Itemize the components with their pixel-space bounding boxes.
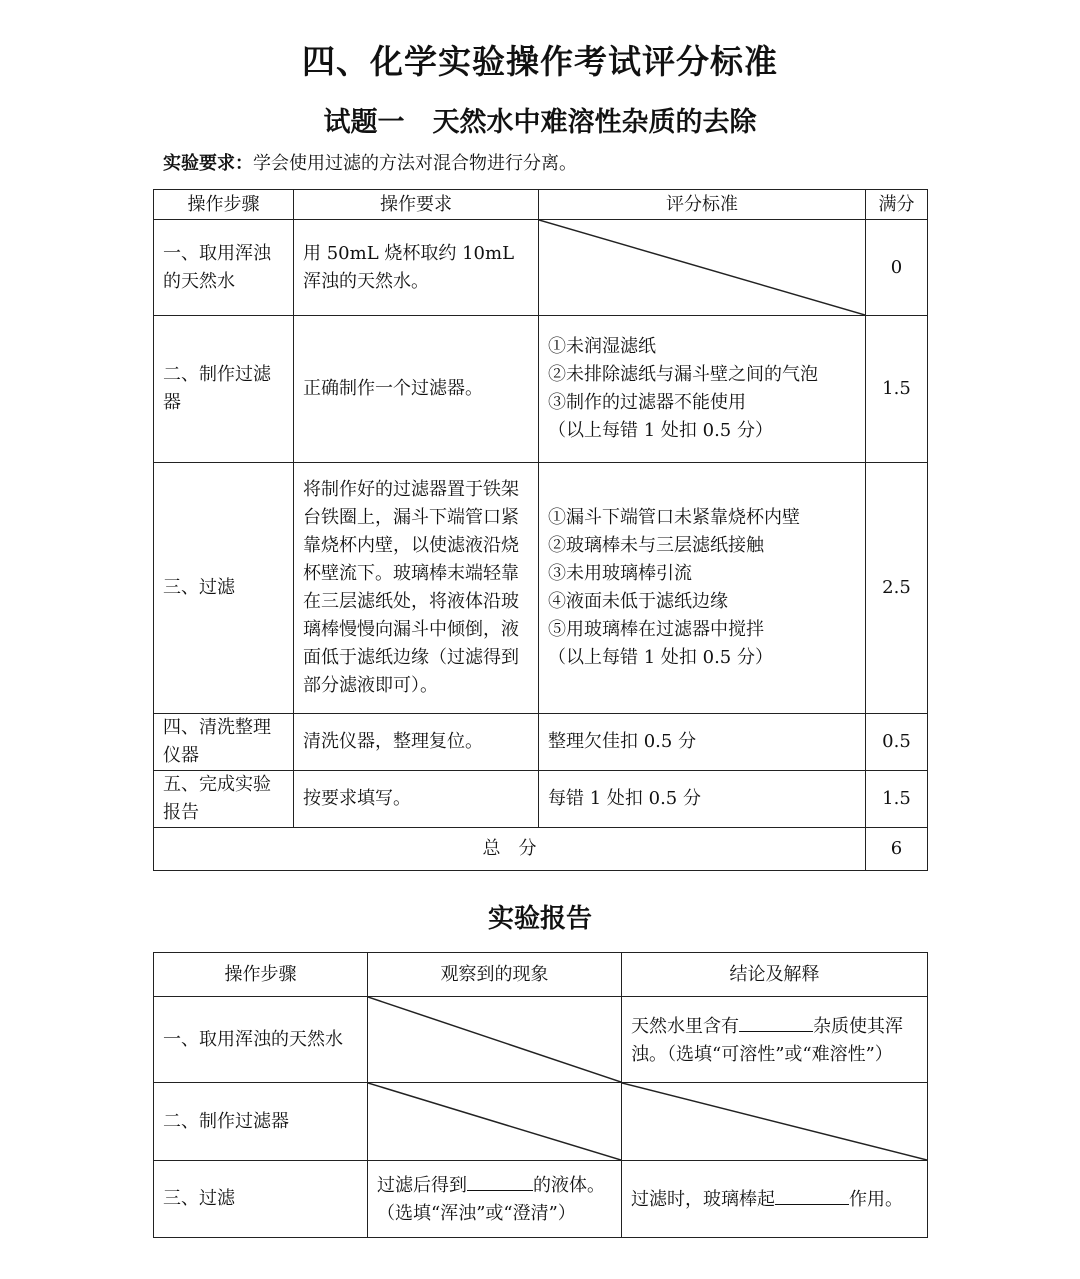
header-phenomenon: 观察到的现象: [368, 953, 622, 997]
scoring-table: [153, 189, 928, 871]
criteria-line: ②未排除滤纸与漏斗壁之间的气泡: [548, 364, 818, 385]
step-cell: 四、清洗整理仪器: [154, 714, 294, 771]
requirement-cell: 将制作好的过滤器置于铁架台铁圈上，漏斗下端管口紧靠烧杯内壁，以使滤液沿烧杯壁流下。玻璃棒末端轻靠在三层滤纸处，将液体沿玻璃棒慢慢向漏斗中倾倒，液面低于滤纸边缘（过滤得到部分滤液即可）。: [294, 463, 539, 714]
table-row: [154, 1083, 928, 1161]
table-row: [154, 771, 928, 828]
diagonal-empty-cell: [539, 220, 866, 316]
table-row: [154, 714, 928, 771]
table-row: [154, 220, 928, 316]
fill-blank[interactable]: [775, 1184, 849, 1205]
phenomenon-cell: [368, 1161, 622, 1238]
criteria-cell: [539, 463, 866, 714]
table-row: [154, 1161, 928, 1238]
table-row: [154, 316, 928, 463]
question-number: 试题一: [323, 107, 405, 138]
header-step: 操作步骤: [154, 190, 294, 220]
total-label: 总 分: [154, 828, 866, 871]
criteria-line: （以上每错 1 处扣 0.5 分）: [548, 647, 773, 668]
requirement-text: 学会使用过滤的方法对混合物进行分离。: [253, 153, 577, 174]
step-cell: 三、过滤: [154, 1161, 368, 1238]
table-row: [154, 463, 928, 714]
conclusion-text: 天然水里含有: [631, 1015, 739, 1037]
conclusion-cell: [622, 997, 928, 1083]
step-cell: 二、制作过滤器: [154, 316, 294, 463]
step-cell: 一、取用浑浊的天然水: [154, 220, 294, 316]
score-cell: 1.5: [866, 771, 928, 828]
page-title: 四、化学实验操作考试评分标准: [302, 42, 778, 81]
score-cell: 1.5: [866, 316, 928, 463]
header-score: 满分: [866, 190, 928, 220]
requirement-cell: 清洗仪器，整理复位。: [294, 714, 539, 771]
conclusion-text: 杂质使其浑浊。（选填“可溶性”或“难溶性”）: [631, 1015, 903, 1065]
fill-blank[interactable]: [467, 1170, 533, 1191]
step-cell: 二、制作过滤器: [154, 1083, 368, 1161]
requirement-cell: 正确制作一个过滤器。: [294, 316, 539, 463]
header-step: 操作步骤: [154, 953, 368, 997]
criteria-line: ④液面未低于滤纸边缘: [548, 591, 728, 612]
criteria-line: ②玻璃棒未与三层滤纸接触: [548, 535, 764, 556]
report-title: 实验报告: [487, 904, 592, 934]
experiment-requirement: [163, 149, 577, 175]
step-cell: 三、过滤: [154, 463, 294, 714]
step-cell: 五、完成实验报告: [154, 771, 294, 828]
diagonal-empty-cell: [368, 997, 622, 1083]
criteria-line: ⑤用玻璃棒在过滤器中搅拌: [548, 619, 764, 640]
criteria-line: ①未润湿滤纸: [548, 336, 656, 357]
score-cell: 0: [866, 220, 928, 316]
conclusion-text: 过滤时，玻璃棒起: [631, 1189, 775, 1210]
score-cell: 0.5: [866, 714, 928, 771]
criteria-cell: 整理欠佳扣 0.5 分: [539, 714, 866, 771]
diagonal-empty-cell: [368, 1083, 622, 1161]
phenomenon-text: 的液体。（选填“浑浊”或“澄清”）: [377, 1175, 605, 1224]
header-criteria: 评分标准: [539, 190, 866, 220]
criteria-cell: [539, 316, 866, 463]
criteria-line: ①漏斗下端管口未紧靠烧杯内壁: [548, 507, 800, 528]
question-name: 天然水中难溶性杂质的去除: [432, 107, 757, 138]
header-conclusion: 结论及解释: [622, 953, 928, 997]
total-row: [154, 828, 928, 871]
conclusion-cell: [622, 1161, 928, 1238]
phenomenon-text: 过滤后得到: [377, 1175, 467, 1196]
question-title: [0, 100, 1080, 139]
conclusion-text: 作用。: [849, 1189, 903, 1210]
header-requirement: 操作要求: [294, 190, 539, 220]
table-row: [154, 997, 928, 1083]
score-cell: 2.5: [866, 463, 928, 714]
diagonal-empty-cell: [622, 1083, 928, 1161]
requirement-cell: 用 50mL 烧杯取约 10mL 浑浊的天然水。: [294, 220, 539, 316]
criteria-cell: 每错 1 处扣 0.5 分: [539, 771, 866, 828]
fill-blank[interactable]: [739, 1011, 813, 1032]
criteria-line: ③未用玻璃棒引流: [548, 563, 692, 584]
criteria-line: （以上每错 1 处扣 0.5 分）: [548, 420, 773, 441]
criteria-line: ③制作的过滤器不能使用: [548, 392, 746, 413]
total-score: 6: [866, 828, 928, 871]
requirement-label: 实验要求：: [163, 153, 253, 174]
report-table: [153, 952, 928, 1238]
requirement-cell: 按要求填写。: [294, 771, 539, 828]
report-header-row: [154, 953, 928, 997]
step-cell: 一、取用浑浊的天然水: [154, 997, 368, 1083]
scoring-header-row: [154, 190, 928, 220]
